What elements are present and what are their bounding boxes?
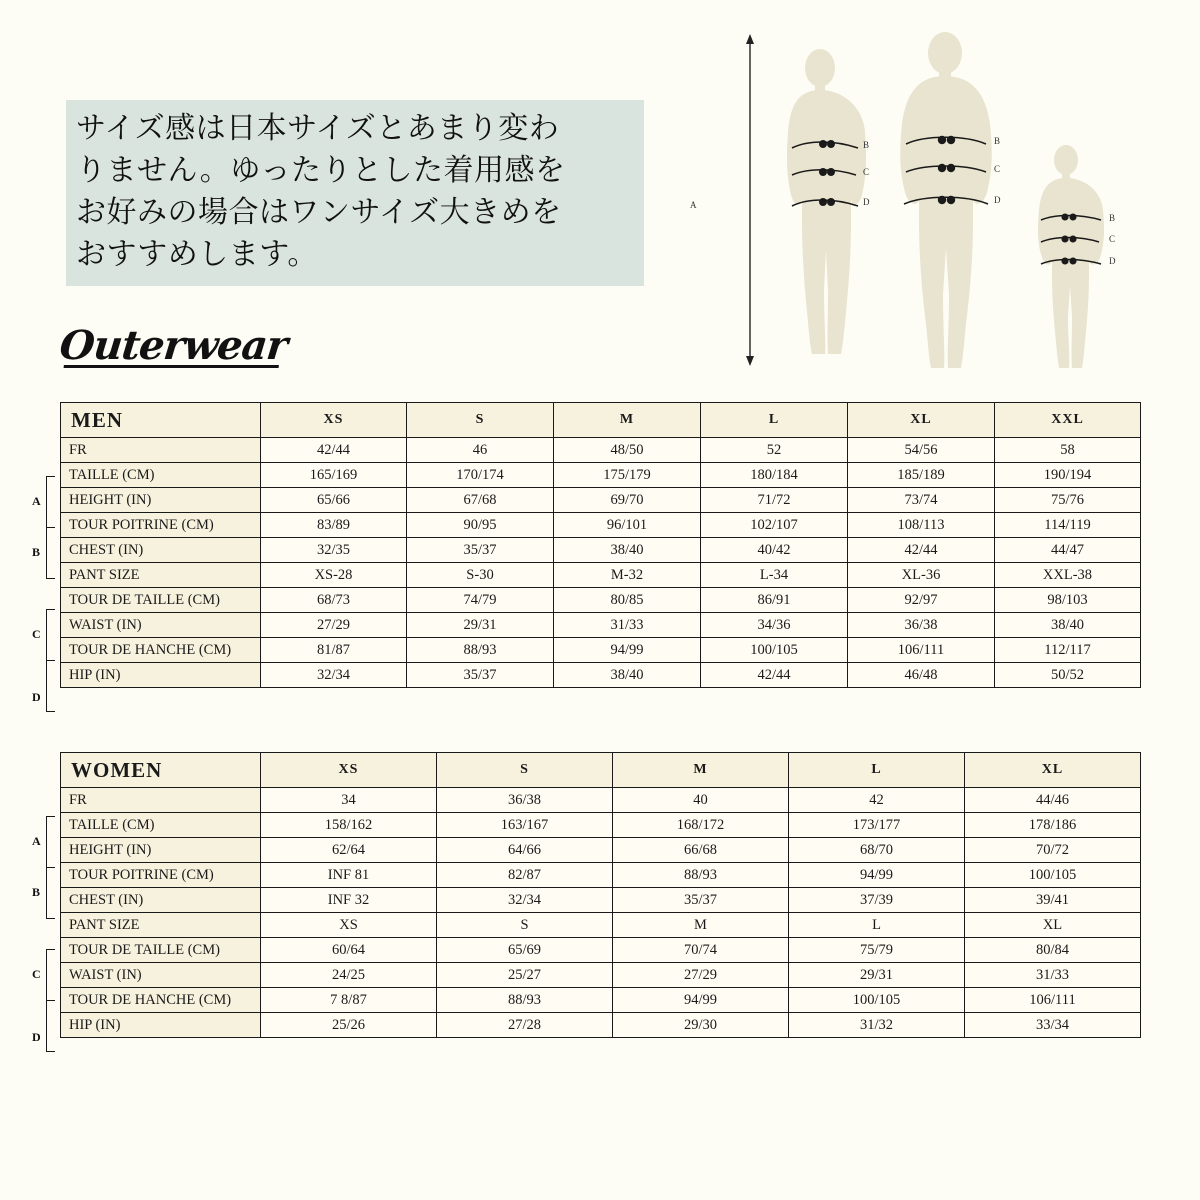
man-label-B: B	[994, 136, 1001, 146]
cell: XL-36	[848, 563, 995, 588]
cell: XXL-38	[995, 563, 1141, 588]
cell: 39/41	[965, 888, 1141, 913]
women-col-xl: XL	[965, 753, 1141, 788]
row-label: CHEST (IN)	[61, 888, 261, 913]
row-label: CHEST (IN)	[61, 538, 261, 563]
cell: 58	[995, 438, 1141, 463]
cell: 31/33	[554, 613, 701, 638]
women-bracket-letter-D: D	[32, 1030, 41, 1044]
table-row	[61, 613, 1141, 638]
cell: 27/29	[261, 613, 407, 638]
row-label: TAILLE (CM)	[61, 813, 261, 838]
cell: 35/37	[407, 663, 554, 688]
cell: 100/105	[965, 863, 1141, 888]
cell: 163/167	[437, 813, 613, 838]
men-bracket-B	[46, 527, 55, 579]
men-col-l: L	[701, 403, 848, 438]
man-label-D: D	[994, 195, 1001, 205]
row-label: HEIGHT (IN)	[61, 838, 261, 863]
row-label: PANT SIZE	[61, 913, 261, 938]
men-bracket-letter-A: A	[32, 494, 41, 508]
table-row	[61, 788, 1141, 813]
cell: 102/107	[701, 513, 848, 538]
women-bracket-A	[46, 816, 55, 868]
row-label: WAIST (IN)	[61, 963, 261, 988]
women-bracket-letter-C: C	[32, 967, 41, 981]
cell: 81/87	[261, 638, 407, 663]
cell: 100/105	[789, 988, 965, 1013]
cell: 29/30	[613, 1013, 789, 1038]
cell: 36/38	[848, 613, 995, 638]
cell: 168/172	[613, 813, 789, 838]
cell: 67/68	[407, 488, 554, 513]
cell: 25/27	[437, 963, 613, 988]
cell: 37/39	[789, 888, 965, 913]
cell: 32/34	[437, 888, 613, 913]
cell: 73/74	[848, 488, 995, 513]
cell: 190/194	[995, 463, 1141, 488]
cell: 70/74	[613, 938, 789, 963]
men-table-title: MEN	[61, 403, 261, 438]
child-silhouette	[1038, 145, 1104, 368]
cell: 44/46	[965, 788, 1141, 813]
table-row	[61, 588, 1141, 613]
cell: 60/64	[261, 938, 437, 963]
table-header-row	[61, 403, 1141, 438]
women-col-xs: XS	[261, 753, 437, 788]
women-bracket-letter-A: A	[32, 834, 41, 848]
men-size-table	[60, 402, 1141, 688]
woman-label-D: D	[863, 197, 870, 207]
cell: 175/179	[554, 463, 701, 488]
cell: 29/31	[407, 613, 554, 638]
table-header-row	[61, 753, 1141, 788]
note-line-1: サイズ感は日本サイズとあまり変わ	[76, 111, 560, 146]
cell: 94/99	[789, 863, 965, 888]
cell: 96/101	[554, 513, 701, 538]
cell: 70/72	[965, 838, 1141, 863]
row-label: TOUR DE TAILLE (CM)	[61, 588, 261, 613]
row-label: PANT SIZE	[61, 563, 261, 588]
men-bracket-C	[46, 609, 55, 661]
cell: 36/38	[437, 788, 613, 813]
cell: 80/85	[554, 588, 701, 613]
cell: 62/64	[261, 838, 437, 863]
cell: 100/105	[701, 638, 848, 663]
cell: 31/32	[789, 1013, 965, 1038]
cell: 32/35	[261, 538, 407, 563]
cell: 42/44	[261, 438, 407, 463]
cell: 86/91	[701, 588, 848, 613]
cell: 46	[407, 438, 554, 463]
cell: 42/44	[701, 663, 848, 688]
cell: XS-28	[261, 563, 407, 588]
men-bracket-D	[46, 660, 55, 712]
table-row	[61, 1013, 1141, 1038]
cell: 42	[789, 788, 965, 813]
cell: 52	[701, 438, 848, 463]
child-label-D: D	[1109, 256, 1116, 266]
cell: 65/69	[437, 938, 613, 963]
row-label: HEIGHT (IN)	[61, 488, 261, 513]
table-row	[61, 513, 1141, 538]
cell: 165/169	[261, 463, 407, 488]
cell: 98/103	[995, 588, 1141, 613]
cell: 88/93	[437, 988, 613, 1013]
cell: 112/117	[995, 638, 1141, 663]
cell: 34/36	[701, 613, 848, 638]
row-label: TOUR POITRINE (CM)	[61, 513, 261, 538]
row-label: FR	[61, 788, 261, 813]
table-row	[61, 863, 1141, 888]
cell: 178/186	[965, 813, 1141, 838]
cell: 27/29	[613, 963, 789, 988]
cell: 29/31	[789, 963, 965, 988]
cell: 68/73	[261, 588, 407, 613]
cell: 75/76	[995, 488, 1141, 513]
cell: 74/79	[407, 588, 554, 613]
table-row	[61, 938, 1141, 963]
table-row	[61, 963, 1141, 988]
cell: 25/26	[261, 1013, 437, 1038]
cell: INF 81	[261, 863, 437, 888]
cell: 54/56	[848, 438, 995, 463]
women-col-l: L	[789, 753, 965, 788]
men-col-m: M	[554, 403, 701, 438]
cell: 69/70	[554, 488, 701, 513]
women-col-m: M	[613, 753, 789, 788]
cell: 180/184	[701, 463, 848, 488]
woman-label-C: C	[863, 167, 870, 177]
cell: 42/44	[848, 538, 995, 563]
row-label: TOUR DE HANCHE (CM)	[61, 638, 261, 663]
cell: 88/93	[613, 863, 789, 888]
cell: 83/89	[261, 513, 407, 538]
women-bracket-B	[46, 867, 55, 919]
table-row	[61, 888, 1141, 913]
cell: 106/111	[965, 988, 1141, 1013]
cell: 50/52	[995, 663, 1141, 688]
cell: 94/99	[613, 988, 789, 1013]
cell: M	[613, 913, 789, 938]
women-col-s: S	[437, 753, 613, 788]
table-row	[61, 663, 1141, 688]
cell: 71/72	[701, 488, 848, 513]
cell: 65/66	[261, 488, 407, 513]
cell: 75/79	[789, 938, 965, 963]
cell: 80/84	[965, 938, 1141, 963]
cell: 44/47	[995, 538, 1141, 563]
table-row	[61, 813, 1141, 838]
cell: INF 32	[261, 888, 437, 913]
body-measurement-figure	[690, 20, 1170, 380]
cell: M-32	[554, 563, 701, 588]
table-row	[61, 638, 1141, 663]
cell: 94/99	[554, 638, 701, 663]
women-size-table	[60, 752, 1141, 1038]
cell: 40	[613, 788, 789, 813]
men-col-xxl: XXL	[995, 403, 1141, 438]
section-title	[58, 322, 290, 368]
man-label-C: C	[994, 164, 1001, 174]
men-bracket-A	[46, 476, 55, 528]
women-bracket-C	[46, 949, 55, 1001]
woman-label-B: B	[863, 140, 870, 150]
figure-svg	[730, 20, 1170, 380]
cell: 90/95	[407, 513, 554, 538]
note-line-4: おすすめします。	[76, 237, 318, 272]
child-label-B: B	[1109, 213, 1116, 223]
table-row	[61, 838, 1141, 863]
women-bracket-letter-B: B	[32, 885, 41, 899]
row-label: TOUR POITRINE (CM)	[61, 863, 261, 888]
men-col-xs: XS	[261, 403, 407, 438]
cell: 40/42	[701, 538, 848, 563]
cell: 88/93	[407, 638, 554, 663]
cell: 114/119	[995, 513, 1141, 538]
cell: 7 8/87	[261, 988, 437, 1013]
men-col-s: S	[407, 403, 554, 438]
men-bracket-letter-B: B	[32, 545, 41, 559]
table-row	[61, 563, 1141, 588]
row-label: TAILLE (CM)	[61, 463, 261, 488]
cell: 35/37	[407, 538, 554, 563]
cell: 24/25	[261, 963, 437, 988]
row-label: HIP (IN)	[61, 663, 261, 688]
men-col-xl: XL	[848, 403, 995, 438]
row-label: FR	[61, 438, 261, 463]
cell: 27/28	[437, 1013, 613, 1038]
cell: XL	[965, 913, 1141, 938]
cell: 48/50	[554, 438, 701, 463]
cell: 35/37	[613, 888, 789, 913]
table-row	[61, 538, 1141, 563]
men-bracket-letter-D: D	[32, 690, 41, 704]
table-row	[61, 913, 1141, 938]
note-line-3: お好みの場合はワンサイズ大きめを	[76, 195, 562, 230]
cell: L-34	[701, 563, 848, 588]
cell: 170/174	[407, 463, 554, 488]
row-label: HIP (IN)	[61, 1013, 261, 1038]
table-row	[61, 488, 1141, 513]
cell: 68/70	[789, 838, 965, 863]
cell: 46/48	[848, 663, 995, 688]
table-row	[61, 463, 1141, 488]
row-label: TOUR DE HANCHE (CM)	[61, 988, 261, 1013]
cell: L	[789, 913, 965, 938]
women-bracket-D	[46, 1000, 55, 1052]
cell: 66/68	[613, 838, 789, 863]
cell: S-30	[407, 563, 554, 588]
section-title-text: Outerwear	[57, 322, 290, 369]
cell: 38/40	[995, 613, 1141, 638]
table-row	[61, 988, 1141, 1013]
height-arrow	[746, 34, 754, 366]
cell: 34	[261, 788, 437, 813]
child-label-C: C	[1109, 234, 1116, 244]
cell: XS	[261, 913, 437, 938]
figure-label-A: A	[690, 200, 697, 210]
cell: 32/34	[261, 663, 407, 688]
cell: 64/66	[437, 838, 613, 863]
cell: 185/189	[848, 463, 995, 488]
note-callout	[66, 100, 644, 286]
cell: 38/40	[554, 538, 701, 563]
row-label: TOUR DE TAILLE (CM)	[61, 938, 261, 963]
cell: 108/113	[848, 513, 995, 538]
cell: 173/177	[789, 813, 965, 838]
cell: 92/97	[848, 588, 995, 613]
note-line-2: りません。ゆったりとした着用感を	[76, 153, 566, 188]
cell: 33/34	[965, 1013, 1141, 1038]
women-table-title: WOMEN	[61, 753, 261, 788]
cell: 158/162	[261, 813, 437, 838]
cell: 82/87	[437, 863, 613, 888]
table-row	[61, 438, 1141, 463]
row-label: WAIST (IN)	[61, 613, 261, 638]
cell: 106/111	[848, 638, 995, 663]
cell: 38/40	[554, 663, 701, 688]
cell: 31/33	[965, 963, 1141, 988]
cell: S	[437, 913, 613, 938]
men-bracket-letter-C: C	[32, 627, 41, 641]
